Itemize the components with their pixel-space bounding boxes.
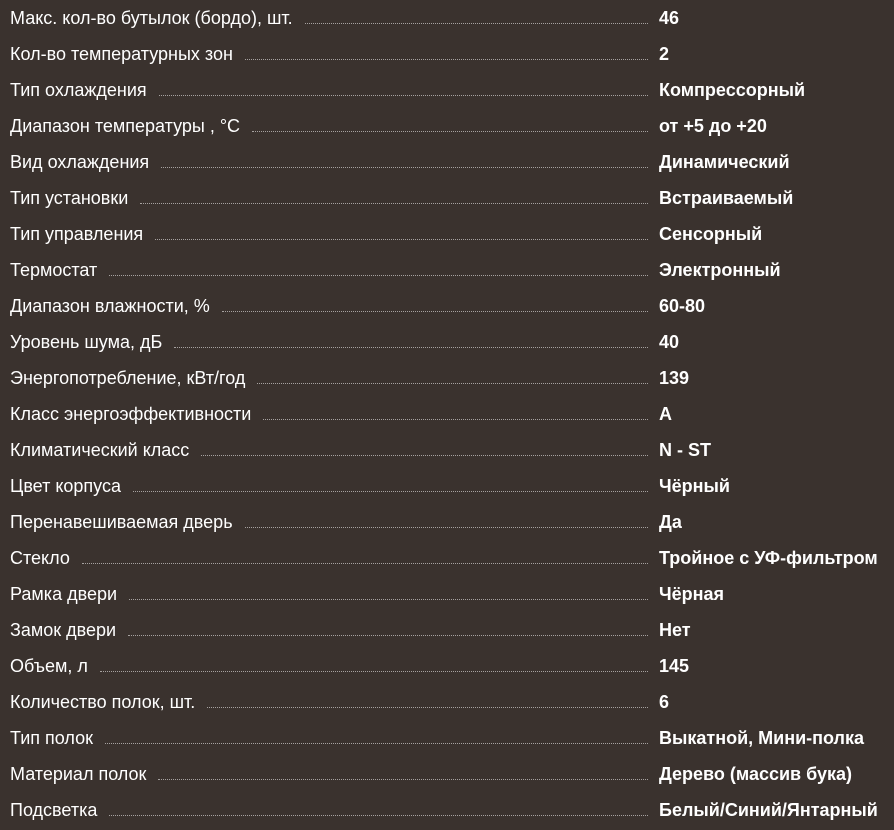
dotted-leader [245,526,648,528]
spec-label: Тип полок [10,728,93,748]
dotted-leader [109,814,648,816]
spec-label: Класс энергоэффективности [10,404,252,424]
spec-row-lighting [0,792,894,828]
spec-value: 6 [659,692,670,712]
spec-value: Чёрная [659,584,725,604]
dotted-leader [158,778,648,780]
spec-label: Цвет корпуса [10,476,121,496]
spec-label: Тип управления [10,224,144,244]
dotted-leader [133,490,648,492]
spec-row-max-bottles [0,0,894,36]
spec-row-volume [0,648,894,684]
spec-value: Белый/Синий/Янтарный [659,800,878,820]
spec-label: Вид охлаждения [10,152,150,172]
dotted-leader [128,634,648,636]
dotted-leader [82,562,648,564]
spec-row-humidity-range [0,288,894,324]
spec-row-thermostat [0,252,894,288]
spec-value: N - ST [659,440,711,460]
dotted-leader [155,238,648,240]
spec-label: Материал полок [10,764,147,784]
spec-value: 139 [659,368,690,388]
spec-label: Количество полок, шт. [10,692,196,712]
spec-label: Объем, л [10,656,88,676]
spec-value: Нет [659,620,691,640]
spec-value: Выкатной, Мини-полка [659,728,865,748]
spec-value: Динамический [659,152,790,172]
spec-label: Замок двери [10,620,117,640]
spec-label: Рамка двери [10,584,118,604]
spec-row-control-type [0,216,894,252]
dotted-leader [245,58,648,60]
spec-value: Электронный [659,260,781,280]
spec-value: 145 [659,656,690,676]
spec-value: Компрессорный [659,80,806,100]
dotted-leader [161,166,648,168]
spec-value: Встраиваемый [659,188,794,208]
spec-row-cooling-kind [0,144,894,180]
spec-value: 40 [659,332,680,352]
spec-row-reversible-door [0,504,894,540]
spec-row-temperature-zones [0,36,894,72]
spec-value: от +5 до +20 [659,116,767,136]
spec-row-shelf-count [0,684,894,720]
spec-label: Диапазон влажности, % [10,296,210,316]
spec-value: Чёрный [659,476,730,496]
dotted-leader [100,670,648,672]
spec-row-shelf-material [0,756,894,792]
spec-row-door-frame [0,576,894,612]
dotted-leader [129,598,648,600]
spec-row-installation-type [0,180,894,216]
spec-label: Энергопотребление, кВт/год [10,368,246,388]
spec-row-energy-class [0,396,894,432]
spec-value: Да [659,512,682,532]
dotted-leader [207,706,648,708]
dotted-leader [105,742,648,744]
dotted-leader [252,130,648,132]
spec-row-temperature-range [0,108,894,144]
spec-row-climate-class [0,432,894,468]
spec-label: Кол-во температурных зон [10,44,233,64]
spec-value: Сенсорный [659,224,763,244]
dotted-leader [159,94,648,96]
spec-label: Климатический класс [10,440,190,460]
spec-value: 60-80 [659,296,706,316]
dotted-leader [174,346,648,348]
dotted-leader [305,22,648,24]
spec-value: 46 [659,8,680,28]
spec-value: 2 [659,44,670,64]
spec-label: Уровень шума, дБ [10,332,163,352]
dotted-leader [257,382,648,384]
spec-row-shelf-type [0,720,894,756]
spec-label: Диапазон температуры , °C [10,116,241,136]
spec-row-door-lock [0,612,894,648]
dotted-leader [222,310,648,312]
dotted-leader [263,418,648,420]
spec-value: Тройное с УФ-фильтром [659,548,878,568]
spec-value: Дерево (массив бука) [659,764,853,784]
spec-label: Тип охлаждения [10,80,147,100]
dotted-leader [140,202,648,204]
spec-label: Перенавешиваемая дверь [10,512,233,532]
dotted-leader [109,274,648,276]
spec-label: Термостат [10,260,98,280]
spec-row-noise-level [0,324,894,360]
spec-row-energy-consumption [0,360,894,396]
spec-label: Макс. кол-во бутылок (бордо), шт. [10,8,293,28]
spec-row-body-color [0,468,894,504]
spec-label: Стекло [10,548,70,568]
spec-row-cooling-type [0,72,894,108]
spec-label: Тип установки [10,188,129,208]
spec-value: A [659,404,672,424]
dotted-leader [201,454,648,456]
spec-label: Подсветка [10,800,98,820]
spec-row-glass [0,540,894,576]
